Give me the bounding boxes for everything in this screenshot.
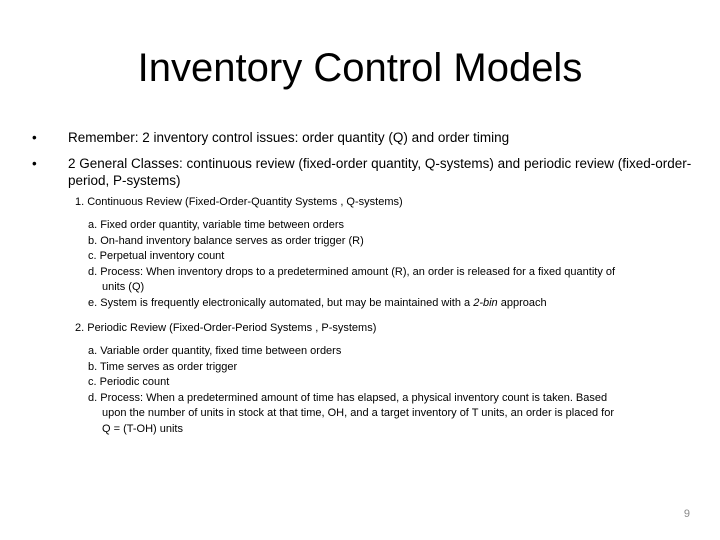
list-item: c. Perpetual inventory count <box>88 250 225 262</box>
list-item <box>88 296 688 312</box>
page-number: 9 <box>683 508 690 520</box>
list-item-continuation: units (Q) <box>102 281 145 293</box>
section-heading-continuous-review: 1. Continuous Review (Fixed-Order-Quantity Systems , Q-systems) <box>75 196 403 208</box>
bullet-text: 2 General Classes: continuous review (fixed-order quantity, Q-systems) and periodic review (fixed-order-period, P-systems) <box>68 156 692 188</box>
bullet-text: Remember: 2 inventory control issues: order quantity (Q) and order timing <box>68 130 510 145</box>
list-item: a. Variable order quantity, fixed time between orders <box>88 345 342 357</box>
two-bin-term: 2-bin <box>473 296 498 309</box>
section-heading-periodic-review: 2. Periodic Review (Fixed-Order-Period Systems , P-systems) <box>75 322 377 334</box>
list-item: d. Process: When a predetermined amount of time has elapsed, a physical inventory count is taken. Based <box>88 391 608 404</box>
list-item: c. Periodic count <box>88 376 170 388</box>
slide-title: Inventory Control Models <box>137 46 583 90</box>
list-item: b. On-hand inventory balance serves as order trigger (R) <box>88 234 364 247</box>
periodic-review-list <box>88 344 688 437</box>
list-item: d. Process: When inventory drops to a predetermined amount (R), an order is released for a fixed quantity of <box>88 265 616 278</box>
continuous-review-list <box>88 218 688 311</box>
list-item-text: e. System is frequently electronically automated, but may be maintained with a <box>88 296 474 309</box>
bullet-marker: • <box>32 156 37 171</box>
list-item: b. Time serves as order trigger <box>88 360 238 373</box>
bullet-marker: • <box>32 130 37 145</box>
list-item-continuation: Q = (T-OH) units <box>102 422 183 435</box>
list-item: a. Fixed order quantity, variable time between orders <box>88 219 344 231</box>
list-item-text: approach <box>497 296 547 309</box>
list-item-continuation: upon the number of units in stock at that time, OH, and a target inventory of T units, an order is placed for <box>102 407 614 419</box>
